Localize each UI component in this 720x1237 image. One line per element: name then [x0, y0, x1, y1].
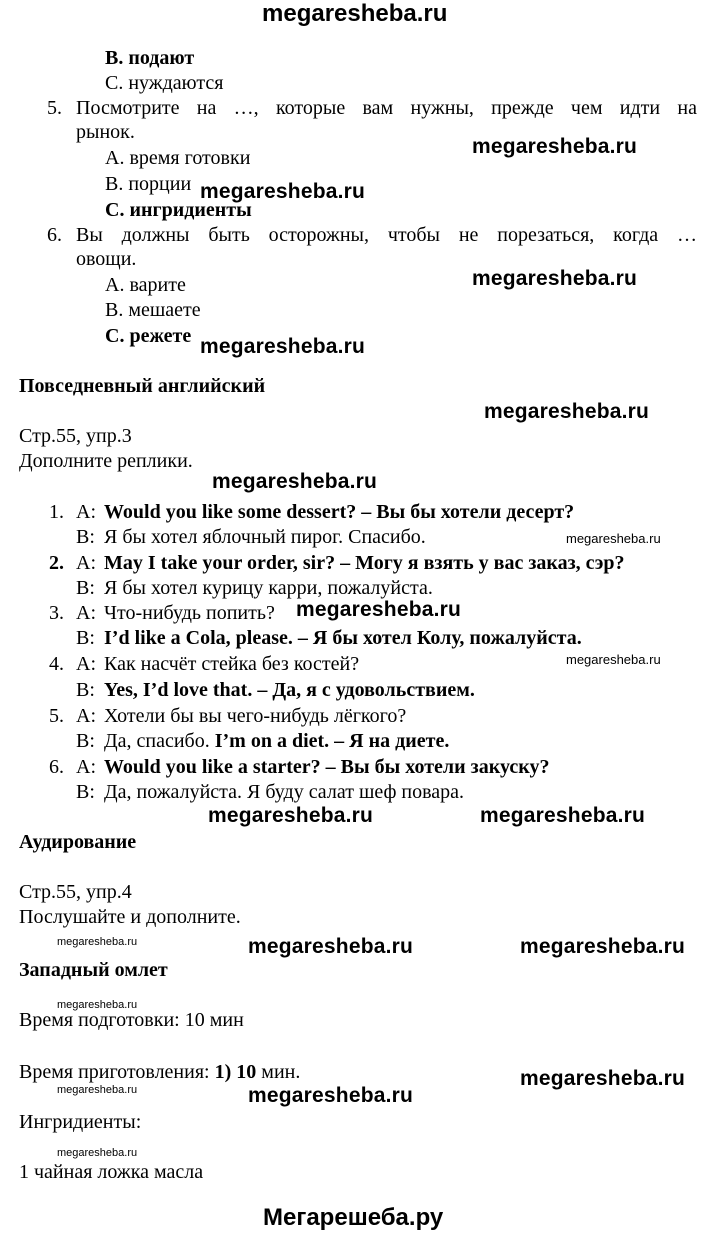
watermark: megaresheba.ru [472, 135, 638, 158]
dialog-5-b-label: B: [76, 730, 95, 752]
dialog-4-number: 4. [49, 653, 64, 675]
watermark: megaresheba.ru [212, 470, 378, 493]
watermark: megaresheba.ru [472, 267, 638, 290]
dialog-3-a-text: Что-нибудь попить? [104, 602, 275, 624]
watermark: megaresheba.ru [480, 804, 646, 827]
cook-time [19, 1060, 300, 1084]
q6-option-a: A. варите [105, 274, 186, 296]
watermark: megaresheba.ru [200, 180, 366, 203]
dialog-2-b-label: B: [76, 577, 95, 599]
section-heading-listening: Аудирование [19, 831, 137, 853]
q6-number: 6. [47, 224, 62, 246]
dialog-3-number: 3. [49, 602, 64, 624]
q5-text-line1: Посмотрите на …, которые вам нужны, прежде чем идти на [76, 97, 697, 119]
watermark: megaresheba.ru [57, 1084, 138, 1096]
site-header: megaresheba.ru [262, 0, 448, 27]
watermark: megaresheba.ru [57, 1147, 138, 1159]
prep-time: Время подготовки: 10 мин [19, 1009, 244, 1031]
section-heading-everyday: Повседневный английский [19, 375, 266, 397]
dialog-5-number: 5. [49, 705, 64, 727]
dialog-4-a-text: Как насчёт стейка без костей? [104, 653, 360, 675]
dialog-2-b-text: Я бы хотел курицу карри, пожалуйста. [104, 577, 433, 599]
dialog-3-b-text: I’d like a Cola, please. – Я бы хотел Колу, пожалуйста. [104, 627, 582, 649]
dialog-3-b-label: B: [76, 627, 95, 649]
dialog-6-a-text: Would you like a starter? – Вы бы хотели закуску? [104, 756, 550, 778]
everyday-task: Дополните реплики. [19, 450, 193, 472]
watermark: megaresheba.ru [520, 935, 686, 958]
dialog-3-a-label: A: [76, 602, 96, 624]
watermark: megaresheba.ru [57, 999, 138, 1011]
watermark: megaresheba.ru [248, 935, 414, 958]
q6-text-line1: Вы должны быть осторожны, чтобы не порезаться, когда … [76, 224, 697, 246]
watermark: megaresheba.ru [566, 531, 661, 546]
dialog-4-b-text: Yes, I’d love that. – Да, я с удовольствием. [104, 679, 475, 701]
site-footer: Мегарешеба.ру [263, 1204, 444, 1231]
q6-option-b: B. мешаете [105, 299, 201, 321]
dialog-2-a-label: A: [76, 552, 96, 574]
q5-option-c: C. ингридиенты [105, 199, 252, 221]
dialog-4-a-label: A: [76, 653, 96, 675]
dialog-6-number: 6. [49, 756, 64, 778]
dialog-6-b-text: Да, пожалуйста. Я буду салат шеф повара. [104, 781, 465, 803]
q4-option-b: B. подают [105, 47, 195, 69]
dialog-5-b-text-plain: Да, спасибо. [104, 730, 215, 752]
dialog-5-a-text: Хотели бы вы чего-нибудь лёгкого? [104, 705, 407, 727]
watermark: megaresheba.ru [200, 335, 366, 358]
dialog-6-b-label: B: [76, 781, 95, 803]
watermark: megaresheba.ru [248, 1084, 414, 1107]
dialog-5-b-text-bold: I’m on a diet. – Я на диете. [214, 730, 450, 752]
q5-text-line2: рынок. [76, 121, 135, 143]
q5-option-a: A. время готовки [105, 147, 251, 169]
ingredients-label: Ингридиенты: [19, 1111, 142, 1133]
dialog-1-number: 1. [49, 501, 64, 523]
dialog-1-a-label: A: [76, 501, 96, 523]
cook-time-value: 1) 10 [214, 1061, 257, 1083]
watermark: megaresheba.ru [484, 400, 650, 423]
watermark: megaresheba.ru [566, 652, 661, 667]
cook-time-label: Время приготовления: [19, 1061, 215, 1083]
watermark: megaresheba.ru [520, 1067, 686, 1090]
listening-task: Послушайте и дополните. [19, 906, 241, 928]
dialog-1-b-label: B: [76, 526, 95, 548]
dialog-2-a-text: May I take your order, sir? – Могу я взять у вас заказ, сэр? [104, 552, 625, 574]
dialog-4-b-label: B: [76, 679, 95, 701]
q6-text-line2: овощи. [76, 248, 137, 270]
recipe-title: Западный омлет [19, 959, 168, 981]
dialog-6-a-label: A: [76, 756, 96, 778]
dialog-1-b-text: Я бы хотел яблочный пирог. Спасибо. [104, 526, 426, 548]
everyday-ref: Стр.55, упр.3 [19, 425, 132, 447]
ingredient-1: 1 чайная ложка масла [19, 1161, 204, 1183]
watermark: megaresheba.ru [296, 598, 462, 621]
q6-option-c: C. режете [105, 325, 192, 347]
dialog-1-a-text: Would you like some dessert? – Вы бы хотели десерт? [104, 501, 575, 523]
q5-number: 5. [47, 97, 62, 119]
dialog-5-b-text [104, 729, 449, 753]
dialog-2-number: 2. [49, 552, 64, 574]
cook-time-unit: мин. [256, 1061, 301, 1083]
q5-option-b: B. порции [105, 173, 192, 195]
watermark: megaresheba.ru [208, 804, 374, 827]
listening-ref: Стр.55, упр.4 [19, 881, 132, 903]
q4-option-c: C. нуждаются [105, 72, 224, 94]
dialog-5-a-label: A: [76, 705, 96, 727]
watermark: megaresheba.ru [57, 936, 138, 948]
